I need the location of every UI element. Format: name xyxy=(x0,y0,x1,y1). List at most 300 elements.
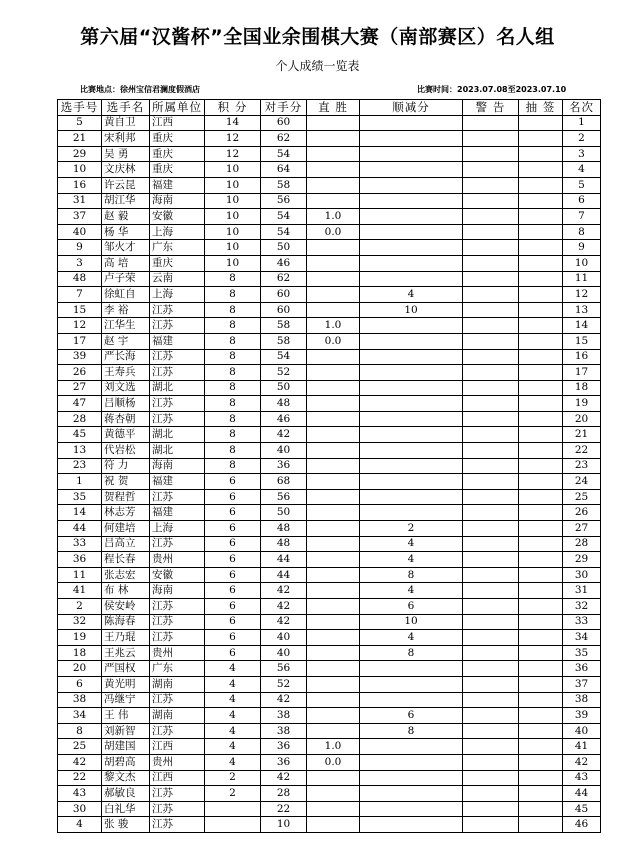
cell-player-name: 郝敏良 xyxy=(102,786,150,802)
cell-progressive-score: 10 xyxy=(360,302,463,318)
table-row xyxy=(58,443,601,459)
cell-warning xyxy=(463,240,519,256)
cell-player-name: 代岩松 xyxy=(102,443,150,459)
cell-draw xyxy=(519,146,563,162)
table-row xyxy=(58,801,601,817)
cell-unit: 湖南 xyxy=(150,708,205,724)
cell-direct-win xyxy=(307,489,360,505)
cell-progressive-score xyxy=(360,443,463,459)
cell-unit: 上海 xyxy=(150,521,205,537)
table-row xyxy=(58,770,601,786)
cell-unit: 江苏 xyxy=(150,692,205,708)
cell-opponent-score: 22 xyxy=(261,801,307,817)
cell-progressive-score xyxy=(360,115,463,131)
cell-points: 10 xyxy=(205,177,261,193)
cell-rank: 4 xyxy=(563,162,601,178)
cell-direct-win xyxy=(307,380,360,396)
cell-rank: 10 xyxy=(563,255,601,271)
cell-player-no: 34 xyxy=(58,708,102,724)
cell-rank: 28 xyxy=(563,536,601,552)
cell-direct-win xyxy=(307,162,360,178)
table-row xyxy=(58,708,601,724)
cell-points: 6 xyxy=(205,645,261,661)
cell-progressive-score xyxy=(360,380,463,396)
cell-direct-win xyxy=(307,443,360,459)
cell-direct-win xyxy=(307,723,360,739)
cell-rank: 17 xyxy=(563,365,601,381)
cell-draw xyxy=(519,411,563,427)
table-row xyxy=(58,365,601,381)
cell-direct-win xyxy=(307,396,360,412)
cell-progressive-score xyxy=(360,396,463,412)
cell-player-no: 18 xyxy=(58,645,102,661)
cell-progressive-score xyxy=(360,692,463,708)
cell-warning xyxy=(463,505,519,521)
cell-points: 10 xyxy=(205,224,261,240)
cell-opponent-score: 62 xyxy=(261,271,307,287)
cell-direct-win xyxy=(307,240,360,256)
cell-player-no: 22 xyxy=(58,770,102,786)
cell-warning xyxy=(463,692,519,708)
cell-draw xyxy=(519,708,563,724)
cell-progressive-score xyxy=(360,739,463,755)
cell-unit: 江西 xyxy=(150,770,205,786)
cell-player-no: 26 xyxy=(58,365,102,381)
cell-points: 12 xyxy=(205,131,261,147)
cell-unit: 海南 xyxy=(150,583,205,599)
cell-unit: 江苏 xyxy=(150,349,205,365)
cell-player-name: 高 培 xyxy=(102,255,150,271)
cell-direct-win xyxy=(307,599,360,615)
cell-warning xyxy=(463,396,519,412)
cell-points: 4 xyxy=(205,723,261,739)
cell-progressive-score: 4 xyxy=(360,583,463,599)
table-row xyxy=(58,396,601,412)
cell-direct-win: 0.0 xyxy=(307,224,360,240)
cell-progressive-score xyxy=(360,676,463,692)
cell-warning xyxy=(463,552,519,568)
cell-draw xyxy=(519,131,563,147)
cell-draw xyxy=(519,318,563,334)
cell-direct-win xyxy=(307,505,360,521)
cell-direct-win xyxy=(307,146,360,162)
cell-rank: 46 xyxy=(563,817,601,833)
cell-draw xyxy=(519,739,563,755)
cell-progressive-score xyxy=(360,162,463,178)
cell-rank: 45 xyxy=(563,801,601,817)
cell-progressive-score xyxy=(360,255,463,271)
cell-warning xyxy=(463,567,519,583)
cell-points: 8 xyxy=(205,302,261,318)
table-row xyxy=(58,131,601,147)
cell-player-name: 张 骏 xyxy=(102,817,150,833)
table-row xyxy=(58,474,601,490)
table-row xyxy=(58,583,601,599)
cell-points: 8 xyxy=(205,333,261,349)
cell-direct-win xyxy=(307,287,360,303)
cell-warning xyxy=(463,146,519,162)
cell-warning xyxy=(463,474,519,490)
cell-draw xyxy=(519,645,563,661)
cell-unit: 湖北 xyxy=(150,427,205,443)
cell-player-name: 胡碧高 xyxy=(102,754,150,770)
cell-player-name: 黄光明 xyxy=(102,676,150,692)
cell-player-name: 李 裕 xyxy=(102,302,150,318)
cell-player-name: 胡江华 xyxy=(102,193,150,209)
cell-draw xyxy=(519,396,563,412)
cell-player-no: 7 xyxy=(58,287,102,303)
cell-unit: 重庆 xyxy=(150,162,205,178)
cell-draw xyxy=(519,817,563,833)
cell-player-name: 王 伟 xyxy=(102,708,150,724)
cell-opponent-score: 64 xyxy=(261,162,307,178)
col-header-progressive-score: 顺减分 xyxy=(360,100,463,116)
cell-unit: 广东 xyxy=(150,240,205,256)
cell-direct-win: 1.0 xyxy=(307,209,360,225)
table-row xyxy=(58,692,601,708)
cell-progressive-score xyxy=(360,333,463,349)
cell-progressive-score: 4 xyxy=(360,630,463,646)
cell-opponent-score: 58 xyxy=(261,177,307,193)
cell-direct-win xyxy=(307,692,360,708)
cell-rank: 41 xyxy=(563,739,601,755)
cell-player-name: 冯继宁 xyxy=(102,692,150,708)
col-header-direct-win: 直 胜 xyxy=(307,100,360,116)
table-row xyxy=(58,287,601,303)
cell-unit: 江苏 xyxy=(150,817,205,833)
cell-rank: 32 xyxy=(563,599,601,615)
cell-warning xyxy=(463,536,519,552)
cell-player-no: 25 xyxy=(58,739,102,755)
cell-draw xyxy=(519,255,563,271)
cell-draw xyxy=(519,333,563,349)
cell-draw xyxy=(519,443,563,459)
cell-progressive-score xyxy=(360,489,463,505)
cell-direct-win xyxy=(307,552,360,568)
cell-opponent-score: 56 xyxy=(261,661,307,677)
cell-draw xyxy=(519,552,563,568)
cell-opponent-score: 60 xyxy=(261,115,307,131)
col-header-player-name: 选手名 xyxy=(102,100,150,116)
table-row xyxy=(58,162,601,178)
cell-rank: 1 xyxy=(563,115,601,131)
cell-direct-win xyxy=(307,786,360,802)
table-row xyxy=(58,567,601,583)
table-row xyxy=(58,754,601,770)
cell-unit: 安徽 xyxy=(150,209,205,225)
col-header-player-no: 选手号 xyxy=(58,100,102,116)
cell-direct-win xyxy=(307,365,360,381)
cell-points: 8 xyxy=(205,380,261,396)
cell-direct-win xyxy=(307,458,360,474)
cell-direct-win xyxy=(307,193,360,209)
cell-unit: 海南 xyxy=(150,193,205,209)
cell-points: 6 xyxy=(205,583,261,599)
cell-warning xyxy=(463,380,519,396)
cell-player-name: 侯安岭 xyxy=(102,599,150,615)
cell-player-name: 何建培 xyxy=(102,521,150,537)
cell-rank: 25 xyxy=(563,489,601,505)
cell-unit: 江苏 xyxy=(150,786,205,802)
cell-opponent-score: 42 xyxy=(261,692,307,708)
cell-player-name: 布 林 xyxy=(102,583,150,599)
cell-warning xyxy=(463,287,519,303)
cell-player-name: 黄自卫 xyxy=(102,115,150,131)
cell-opponent-score: 54 xyxy=(261,209,307,225)
cell-player-no: 21 xyxy=(58,131,102,147)
cell-rank: 44 xyxy=(563,786,601,802)
cell-rank: 36 xyxy=(563,661,601,677)
cell-opponent-score: 10 xyxy=(261,817,307,833)
cell-rank: 21 xyxy=(563,427,601,443)
cell-points: 8 xyxy=(205,287,261,303)
cell-opponent-score: 48 xyxy=(261,396,307,412)
cell-progressive-score xyxy=(360,801,463,817)
cell-points: 8 xyxy=(205,365,261,381)
cell-points: 4 xyxy=(205,676,261,692)
cell-direct-win xyxy=(307,474,360,490)
cell-direct-win xyxy=(307,583,360,599)
cell-points: 6 xyxy=(205,474,261,490)
cell-rank: 19 xyxy=(563,396,601,412)
cell-opponent-score: 56 xyxy=(261,193,307,209)
cell-player-no: 31 xyxy=(58,193,102,209)
cell-warning xyxy=(463,333,519,349)
cell-player-no: 14 xyxy=(58,505,102,521)
cell-points: 6 xyxy=(205,489,261,505)
cell-progressive-score: 4 xyxy=(360,552,463,568)
cell-player-name: 刘文选 xyxy=(102,380,150,396)
cell-player-no: 45 xyxy=(58,427,102,443)
cell-unit: 上海 xyxy=(150,224,205,240)
cell-direct-win xyxy=(307,614,360,630)
cell-rank: 7 xyxy=(563,209,601,225)
cell-points: 8 xyxy=(205,443,261,459)
cell-player-no: 28 xyxy=(58,411,102,427)
cell-unit: 重庆 xyxy=(150,255,205,271)
cell-points: 10 xyxy=(205,193,261,209)
cell-points: 14 xyxy=(205,115,261,131)
cell-warning xyxy=(463,349,519,365)
cell-player-name: 严国权 xyxy=(102,661,150,677)
cell-unit: 江苏 xyxy=(150,630,205,646)
cell-player-no: 17 xyxy=(58,333,102,349)
table-row xyxy=(58,255,601,271)
cell-rank: 40 xyxy=(563,723,601,739)
cell-player-name: 邹火才 xyxy=(102,240,150,256)
cell-draw xyxy=(519,458,563,474)
table-row xyxy=(58,302,601,318)
col-header-opponent-score: 对手分 xyxy=(261,100,307,116)
cell-progressive-score xyxy=(360,770,463,786)
cell-unit: 福建 xyxy=(150,474,205,490)
cell-draw xyxy=(519,115,563,131)
cell-rank: 30 xyxy=(563,567,601,583)
cell-player-no: 11 xyxy=(58,567,102,583)
cell-opponent-score: 60 xyxy=(261,302,307,318)
cell-progressive-score xyxy=(360,349,463,365)
cell-player-name: 赵 毅 xyxy=(102,209,150,225)
page-title: 第六届“汉酱杯”全国业余围棋大赛（南部赛区）名人组 xyxy=(80,26,555,48)
cell-unit: 江苏 xyxy=(150,318,205,334)
cell-direct-win xyxy=(307,177,360,193)
cell-draw xyxy=(519,614,563,630)
cell-direct-win xyxy=(307,521,360,537)
cell-unit: 福建 xyxy=(150,177,205,193)
cell-progressive-score xyxy=(360,754,463,770)
cell-rank: 24 xyxy=(563,474,601,490)
cell-opponent-score: 38 xyxy=(261,723,307,739)
cell-draw xyxy=(519,692,563,708)
cell-opponent-score: 58 xyxy=(261,333,307,349)
date-label: 比赛时间：2023.07.08至2023.07.10 xyxy=(417,85,567,94)
cell-player-name: 祝 贺 xyxy=(102,474,150,490)
cell-player-name: 贺程哲 xyxy=(102,489,150,505)
cell-player-name: 文庆林 xyxy=(102,162,150,178)
venue-label: 比赛地点：徐州宝信君澜度假酒店 xyxy=(80,85,200,94)
table-row xyxy=(58,427,601,443)
cell-draw xyxy=(519,209,563,225)
cell-opponent-score: 50 xyxy=(261,240,307,256)
cell-rank: 3 xyxy=(563,146,601,162)
cell-direct-win: 1.0 xyxy=(307,739,360,755)
col-header-unit: 所属单位 xyxy=(150,100,205,116)
cell-rank: 13 xyxy=(563,302,601,318)
cell-player-no: 6 xyxy=(58,676,102,692)
cell-player-no: 38 xyxy=(58,692,102,708)
cell-warning xyxy=(463,131,519,147)
cell-rank: 22 xyxy=(563,443,601,459)
cell-unit: 江苏 xyxy=(150,614,205,630)
cell-opponent-score: 36 xyxy=(261,739,307,755)
cell-unit: 江苏 xyxy=(150,365,205,381)
cell-opponent-score: 42 xyxy=(261,427,307,443)
cell-direct-win xyxy=(307,536,360,552)
cell-points: 10 xyxy=(205,162,261,178)
cell-warning xyxy=(463,209,519,225)
table-row xyxy=(58,676,601,692)
cell-player-no: 42 xyxy=(58,754,102,770)
cell-player-no: 13 xyxy=(58,443,102,459)
table-row xyxy=(58,817,601,833)
cell-unit: 江苏 xyxy=(150,411,205,427)
cell-player-name: 卢子荣 xyxy=(102,271,150,287)
cell-player-name: 江华生 xyxy=(102,318,150,334)
cell-draw xyxy=(519,427,563,443)
cell-player-no: 39 xyxy=(58,349,102,365)
cell-player-no: 4 xyxy=(58,817,102,833)
cell-direct-win xyxy=(307,115,360,131)
cell-progressive-score xyxy=(360,817,463,833)
table-row xyxy=(58,505,601,521)
cell-player-no: 20 xyxy=(58,661,102,677)
table-row xyxy=(58,271,601,287)
cell-player-name: 张志宏 xyxy=(102,567,150,583)
table-row xyxy=(58,349,601,365)
cell-points: 10 xyxy=(205,209,261,225)
cell-progressive-score xyxy=(360,458,463,474)
cell-points: 6 xyxy=(205,567,261,583)
cell-player-name: 陈海春 xyxy=(102,614,150,630)
cell-progressive-score xyxy=(360,661,463,677)
cell-rank: 34 xyxy=(563,630,601,646)
cell-progressive-score xyxy=(360,177,463,193)
table-row xyxy=(58,630,601,646)
cell-points: 6 xyxy=(205,599,261,615)
cell-opponent-score: 68 xyxy=(261,474,307,490)
cell-direct-win xyxy=(307,708,360,724)
cell-rank: 8 xyxy=(563,224,601,240)
cell-player-no: 32 xyxy=(58,614,102,630)
cell-draw xyxy=(519,536,563,552)
cell-direct-win xyxy=(307,676,360,692)
cell-unit: 贵州 xyxy=(150,754,205,770)
cell-player-no: 5 xyxy=(58,115,102,131)
cell-rank: 11 xyxy=(563,271,601,287)
cell-unit: 云南 xyxy=(150,271,205,287)
cell-player-name: 王乃琨 xyxy=(102,630,150,646)
cell-progressive-score xyxy=(360,411,463,427)
cell-draw xyxy=(519,676,563,692)
cell-opponent-score: 40 xyxy=(261,443,307,459)
cell-player-name: 刘新智 xyxy=(102,723,150,739)
cell-progressive-score xyxy=(360,365,463,381)
cell-points: 4 xyxy=(205,692,261,708)
cell-rank: 33 xyxy=(563,614,601,630)
cell-warning xyxy=(463,614,519,630)
table-row xyxy=(58,723,601,739)
cell-rank: 9 xyxy=(563,240,601,256)
cell-direct-win xyxy=(307,427,360,443)
cell-progressive-score: 6 xyxy=(360,599,463,615)
cell-player-no: 40 xyxy=(58,224,102,240)
cell-rank: 38 xyxy=(563,692,601,708)
table-row xyxy=(58,599,601,615)
cell-warning xyxy=(463,801,519,817)
cell-draw xyxy=(519,365,563,381)
cell-opponent-score: 60 xyxy=(261,287,307,303)
cell-unit: 贵州 xyxy=(150,645,205,661)
cell-draw xyxy=(519,489,563,505)
cell-player-name: 白礼华 xyxy=(102,801,150,817)
cell-points: 6 xyxy=(205,521,261,537)
cell-points: 6 xyxy=(205,505,261,521)
cell-rank: 31 xyxy=(563,583,601,599)
cell-warning xyxy=(463,489,519,505)
col-header-rank: 名次 xyxy=(563,100,601,116)
cell-points: 10 xyxy=(205,255,261,271)
cell-draw xyxy=(519,177,563,193)
cell-progressive-score: 4 xyxy=(360,536,463,552)
cell-progressive-score xyxy=(360,193,463,209)
cell-warning xyxy=(463,723,519,739)
table-row xyxy=(58,614,601,630)
cell-warning xyxy=(463,224,519,240)
cell-draw xyxy=(519,193,563,209)
cell-warning xyxy=(463,115,519,131)
cell-points: 8 xyxy=(205,271,261,287)
cell-opponent-score: 54 xyxy=(261,146,307,162)
cell-player-no: 29 xyxy=(58,146,102,162)
cell-player-no: 27 xyxy=(58,380,102,396)
cell-warning xyxy=(463,786,519,802)
cell-points: 12 xyxy=(205,146,261,162)
cell-direct-win xyxy=(307,770,360,786)
cell-warning xyxy=(463,739,519,755)
cell-points: 4 xyxy=(205,739,261,755)
cell-player-no: 9 xyxy=(58,240,102,256)
cell-progressive-score xyxy=(360,318,463,334)
